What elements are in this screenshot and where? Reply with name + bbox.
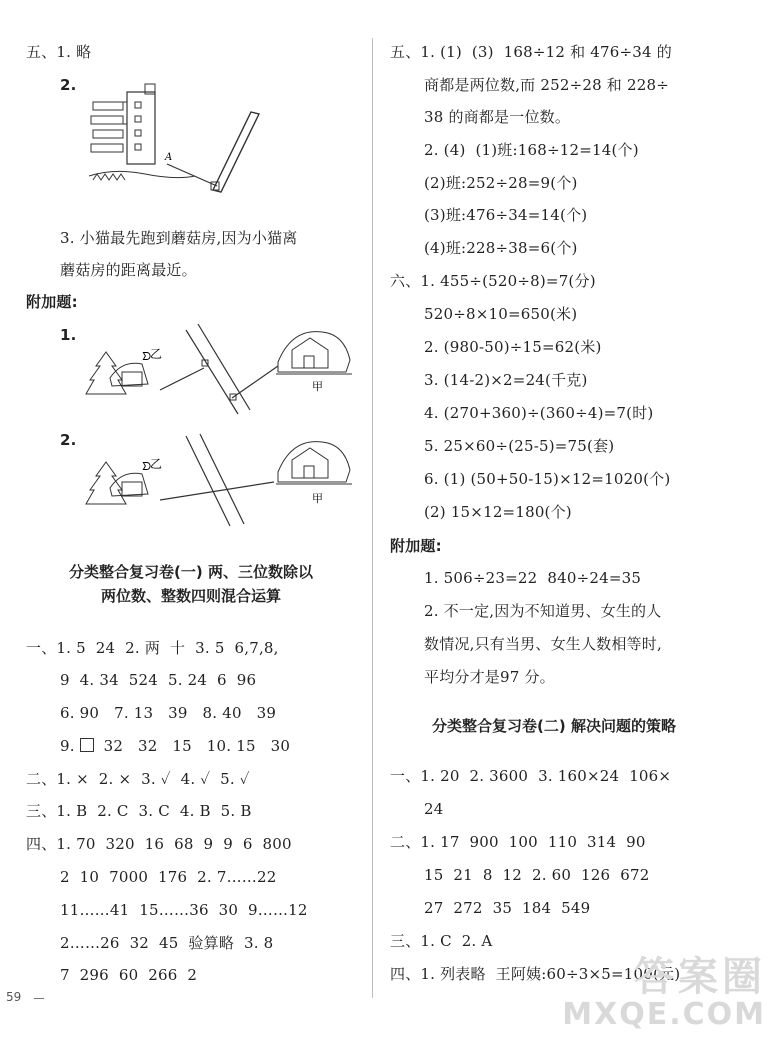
r1-line-5: 二、1. × 2. × 3. ✓ 4. ✓ 5. ✓ — [26, 770, 250, 788]
r1-line-8: 2 10 7000 176 2. 7……22 — [60, 868, 277, 886]
right-c3: 数情况,只有当男、女生人数相等时, — [424, 635, 662, 653]
extra-1-label: 1. — [60, 326, 77, 344]
r1-line-4-rest: 32 32 15 10. 15 30 — [93, 737, 291, 755]
r1-line-1: 一、1. 5 24 2. 两 十 3. 5 6,7,8, — [26, 639, 279, 657]
r1-line-2: 9 4. 34 524 5. 24 6 96 — [60, 671, 257, 689]
right-b7: 6. (1) (50+50-15)×12=1020(个) — [424, 470, 671, 488]
right-d5: 27 272 35 184 549 — [424, 899, 591, 917]
r1-line-11: 7 296 60 266 2 — [60, 966, 198, 984]
watermark-text-b: MXQE.COM — [562, 997, 766, 1032]
r1-line-6: 三、1. B 2. C 3. C 4. B 5. B — [26, 802, 252, 820]
label-jia-1: 甲 — [312, 380, 323, 393]
review1-title-a: 分类整合复习卷(一) 两、三位数除以 — [69, 563, 313, 581]
right-b8: (2) 15×12=180(个) — [424, 503, 572, 521]
empty-box-icon — [80, 738, 94, 752]
right-a1: 五、1. (1) (3) 168÷12 和 476÷34 的 — [390, 43, 672, 61]
right-d7: 四、1. 列表略 王阿姨:60÷3×5=100(元) — [390, 965, 681, 983]
right-b3: 2. (980-50)÷15=62(米) — [424, 338, 602, 356]
r1-line-4 — [60, 736, 290, 756]
right-a3: 38 的商都是一位数。 — [424, 108, 571, 126]
review2-title: 分类整合复习卷(二) 解决问题的策略 — [432, 717, 676, 735]
watermark — [562, 955, 766, 1031]
answer-5-3b: 蘑菇房的距离最近。 — [60, 261, 197, 279]
right-a4: 2. (4) (1)班:168÷12=14(个) — [424, 141, 639, 159]
r1-line-7: 四、1. 70 320 16 68 9 9 6 800 — [26, 835, 292, 853]
right-b6: 5. 25×60÷(25-5)=75(套) — [424, 437, 615, 455]
right-a5: (2)班:252÷28=9(个) — [424, 174, 578, 192]
r1-line-9: 11……41 15……36 30 9……12 — [60, 901, 308, 919]
right-c2: 2. 不一定,因为不知道男、女生的人 — [424, 602, 662, 620]
right-b4: 3. (14-2)×2=24(千克) — [424, 371, 588, 389]
label-yi-1: 乙 — [150, 347, 163, 361]
houses-figure-2 — [82, 430, 362, 530]
label-yi-2: 乙 — [150, 457, 163, 471]
extra-title-right: 附加题: — [390, 537, 442, 555]
svg-text:ᗤ: ᗤ — [142, 350, 152, 363]
label-jia-2: 甲 — [312, 492, 323, 505]
answer-5-3a: 3. 小猫最先跑到蘑菇房,因为小猫离 — [60, 229, 298, 247]
point-A-label: A — [165, 152, 173, 163]
right-a7: (4)班:228÷38=6(个) — [424, 239, 578, 257]
page-number: 59 — [6, 990, 22, 1004]
building-distance-figure — [85, 80, 275, 195]
svg-text:ᗤ: ᗤ — [142, 460, 152, 473]
r1-line-10: 2……26 32 45 验算略 3. 8 — [60, 934, 274, 952]
answer-5-2-label: 2. — [60, 76, 77, 94]
right-d6: 三、1. C 2. A — [390, 932, 493, 950]
r1-line-3: 6. 90 7. 13 39 8. 40 39 — [60, 704, 277, 722]
extra-2-label: 2. — [60, 431, 77, 449]
right-b5: 4. (270+360)÷(360÷4)=7(时) — [424, 404, 654, 422]
answer-5-1: 五、1. 略 — [26, 43, 92, 61]
right-d2: 24 — [424, 800, 444, 818]
review1-title-b: 两位数、整数四则混合运算 — [100, 587, 281, 605]
right-b1: 六、1. 455÷(520÷8)=7(分) — [390, 272, 596, 290]
right-d4: 15 21 8 12 2. 60 126 672 — [424, 866, 650, 884]
r1-line-4-label: 9. — [60, 737, 75, 755]
page-number-rule — [34, 998, 44, 999]
watermark-text-a: 答案圈 — [634, 954, 766, 1000]
right-a2: 商都是两位数,而 252÷28 和 228÷ — [424, 76, 669, 94]
extra-title-left: 附加题: — [26, 293, 78, 311]
right-d3: 二、1. 17 900 100 110 314 90 — [390, 833, 646, 851]
right-c1: 1. 506÷23=22 840÷24=35 — [424, 569, 642, 587]
houses-figure-1 — [82, 320, 362, 420]
right-b2: 520÷8×10=650(米) — [424, 305, 578, 323]
right-d1: 一、1. 20 2. 3600 3. 160×24 106× — [390, 767, 672, 785]
right-a6: (3)班:476÷34=14(个) — [424, 206, 588, 224]
column-divider — [372, 38, 373, 998]
right-c4: 平均分才是97 分。 — [424, 668, 555, 686]
